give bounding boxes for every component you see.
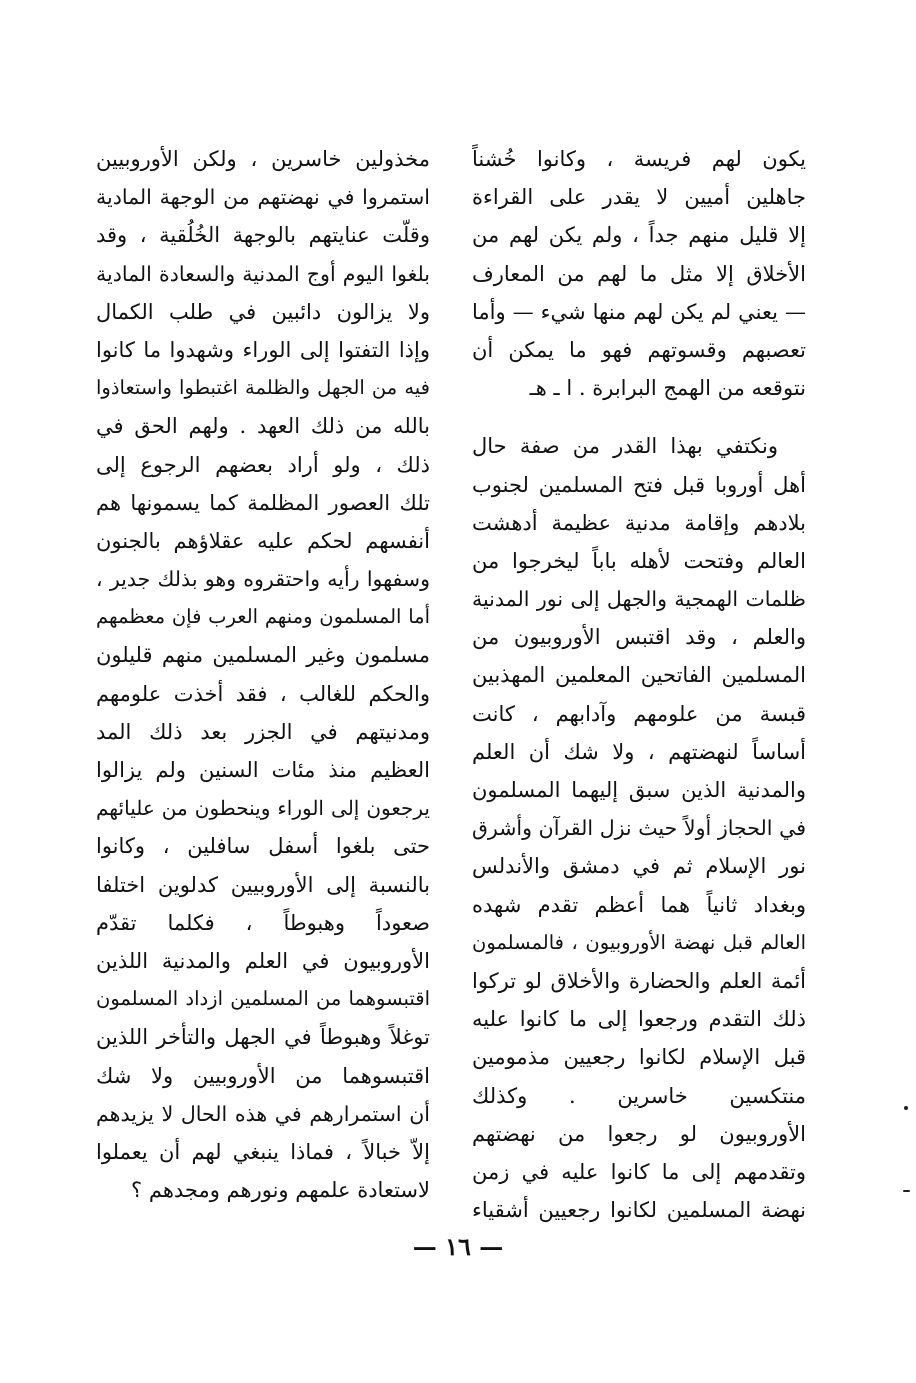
text-line: وإذا التفتوا إلى الوراء وشهدوا ما كانوا <box>96 337 430 362</box>
text-line: تعصبهم وقسوتهم فهو ما يمكن أن <box>472 337 806 362</box>
text-line: تلك العصور المظلمة كما يسمونها هم <box>96 490 430 515</box>
text-line: والمدنية الذين سبق إليهما المسلمون <box>472 778 806 802</box>
text-line: ذلك ، ولو أراد بعضهم الرجوع إلى <box>96 452 430 477</box>
text-line: في الحجاز أولاً حيث نزل القرآن وأشرق <box>472 816 806 841</box>
text-line: الأخلاق إلا مثل ما لهم من المعارف <box>472 261 806 286</box>
text-line: أهل أوروبا قبل فتح المسلمين لجنوب <box>472 472 806 497</box>
text-line: الأوروبيون في العلم والمدنية اللذين <box>96 948 430 973</box>
text-line: المسلمين الفاتحين المعلمين المهذبين <box>472 663 806 688</box>
text-line: إلاّ خبالاً ، فماذا ينبغي لهم أن يعملوا <box>96 1139 430 1164</box>
text-line: أما المسلمون ومنهم العرب فإن معظمهم <box>96 605 430 629</box>
right-text-column <box>472 140 806 1229</box>
text-line: ذلك التقدم ورجعوا إلى ما كانوا عليه <box>472 1007 806 1032</box>
text-line: العالم وفتحت لأهله باباً ليخرجوا من <box>472 548 806 573</box>
text-line: بلغوا اليوم أوج المدنية والسعادة المادية <box>96 261 430 286</box>
text-line: اقتبسوهما من الأوروبيين ولا شك <box>96 1063 430 1088</box>
text-line: توغلاً وهبوطاً في الجهل والتأخر اللذين <box>96 1025 430 1050</box>
text-line: والعلم ، وقد اقتبس الأوروبيون من <box>472 625 806 650</box>
text-line: اقتبسوهما من المسلمين ازداد المسلمون <box>96 987 430 1011</box>
scan-speck <box>904 1106 908 1110</box>
text-line: إلا قليل منهم جداً ، ولم يكن لهم من <box>472 223 806 248</box>
text-line: صعوداً وهبوطاً ، فكلما تقدّم <box>96 910 430 935</box>
text-line: يرجعون إلى الوراء وينحطون من عليائهم <box>96 796 430 821</box>
text-line: حتى بلغوا أسفل سافلين ، وكانوا <box>96 834 430 859</box>
text-line: نور الإسلام ثم في دمشق والأندلس <box>472 854 806 879</box>
text-line: منتكسين خاسرين . وكذلك <box>472 1083 806 1108</box>
text-line: مسلمون وغير المسلمين منهم قليلون <box>96 643 430 668</box>
text-line: ومدنيتهم في الجزر بعد ذلك المد <box>96 719 430 744</box>
text-line: لاستعادة علمهم ونورهم ومجدهم ؟ <box>131 1178 430 1203</box>
text-line: فيه من الجهل والظلمة اغتبطوا واستعاذوا <box>96 376 430 400</box>
text-line: بلادهم وإقامة مدنية عظيمة أدهشت <box>472 510 806 535</box>
text-line: مخذولين خاسرين ، ولكن الأوروبيين <box>96 147 430 171</box>
text-line: بالنسبة إلى الأوروبيين كدلوين اختلفا <box>96 872 430 897</box>
page-number: — ١٦ — <box>412 1232 504 1261</box>
text-line: — يعني لم يكن لهم منها شيء — وأما <box>472 299 806 324</box>
text-line: بالله من ذلك العهد . ولهم الحق في <box>96 414 430 439</box>
text-line: وقلّت عنايتهم بالوجهة الخُلُقية ، وقد <box>96 223 430 248</box>
text-line: العالم قبل نهضة الأوروبيون ، فالمسلمون <box>472 930 806 954</box>
text-line: أئمة العلم والحضارة والأخلاق لو تركوا <box>472 968 806 993</box>
text-line: استمروا في نهضتهم من الوجهة المادية <box>96 185 430 210</box>
text-line: جاهلين أميين لا يقدر على القراءة <box>472 185 806 210</box>
text-line: قبل الإسلام لكانوا رجعيين مذمومين <box>472 1045 806 1070</box>
text-line: الأوروبيون لو رجعوا من نهضتهم <box>472 1121 806 1146</box>
text-line: نهضة المسلمين لكانوا رجعيين أشقياء <box>472 1198 806 1223</box>
text-line: ولا يزالون دائبين في طلب الكمال <box>96 299 430 324</box>
text-line: العظيم منذ مئات السنين ولم يزالوا <box>96 758 430 782</box>
text-line: والحكم للغالب ، فقد أخذت علومهم <box>96 681 430 706</box>
text-line: وتقدمهم إلى ما كانوا عليه في زمن <box>472 1159 806 1184</box>
left-text-column <box>96 140 430 1209</box>
scan-speck <box>903 1190 910 1192</box>
text-line: أساساً لنهضتهم ، ولا شك أن العلم <box>472 739 806 764</box>
text-line: يكون لهم فريسة ، وكانوا خُشناً <box>472 147 806 171</box>
text-line: وسفهوا رأيه واحتقروه وهو بذلك جدير ، <box>96 567 430 592</box>
text-line: نتوقعه من الهمج البرابرة . ا ـ هـ <box>529 376 806 401</box>
text-line: قبسة من علومهم وآدابهم ، كانت <box>472 701 806 726</box>
text-line: أنفسهم لحكم عليه عقلاؤهم بالجنون <box>96 528 430 553</box>
text-line: أن استمرارهم في هذه الحال لا يزيدهم <box>96 1101 430 1126</box>
text-line: وبغداد ثانياً هما أعظم تقدم شهده <box>472 892 806 917</box>
paragraph-start-line: ونكتفي بهذا القدر من صفة حال <box>472 434 778 459</box>
text-line: ظلمات الهمجية والجهل إلى نور المدنية <box>472 587 806 612</box>
